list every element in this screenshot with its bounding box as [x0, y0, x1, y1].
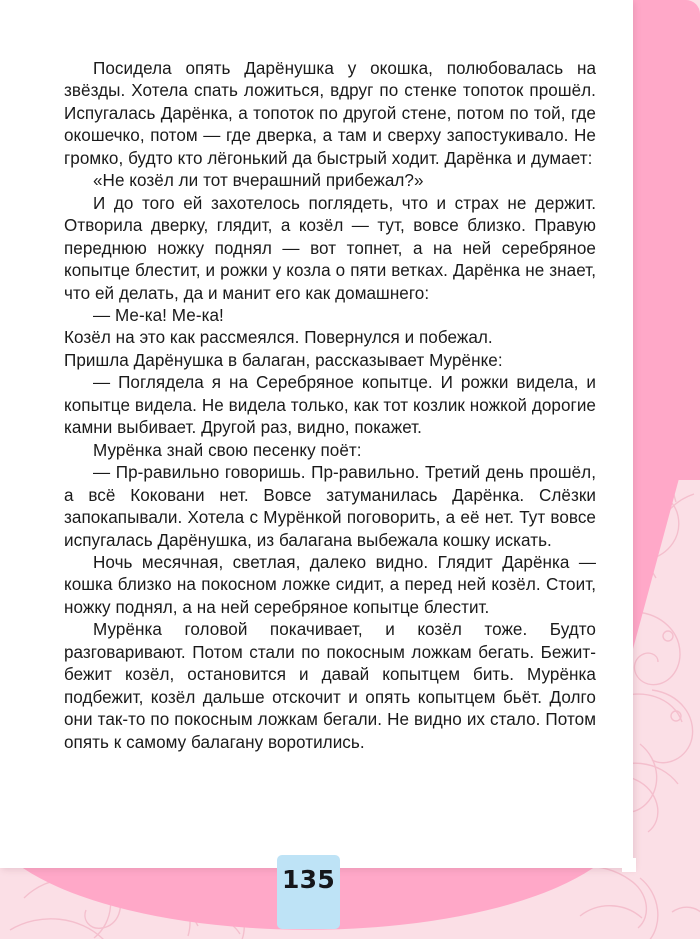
- paragraph: Пришла Дарёнушка в балаган, рассказывает Мурёнке:: [64, 350, 503, 370]
- paragraph: — Пр-равильно говоришь. Пр-равильно. Третий день прошёл, а всё Коковани нет. Вовсе затуманилась Дарёнка. Слёзки запокапывали. Хотела с Мурёнкой поговорить, а её нет. Тут вовсе испугалась Дарёнушка, из балагана выбежала кошку искать.: [64, 463, 596, 550]
- paper-corner-notch: [622, 858, 636, 872]
- paragraph: И до того ей захотелось поглядеть, что и страх не держит. Отворила дверку, глядит, а козёл — тут, вовсе близко. Правую переднюю ножку поднял — вот топнет, а на ней серебряное копытце блестит, и рожки у козла о пяти ветках. Дарёнка не знает, что ей делать, да и манит его как домашнего:: [64, 193, 596, 303]
- paragraph: Мурёнка головой покачивает, и козёл тоже. Будто разговаривают. Потом стали по покосным ложкам бегать. Бежит-бежит козёл, остановится и давай копытцем бить. Мурёнка подбежит, козёл дальше отскочит и опять копытцем бьёт. Долго они так-то по покосным ложкам бегали. Не видно их стало. Потом опять к самому балагану воротились.: [64, 620, 596, 752]
- page-text-body: [64, 58, 596, 754]
- paragraph: Ночь месячная, светлая, далеко видно. Глядит Дарёнка — кошка близко на покосном ложке сидит, а перед ней козёл. Стоит, ножку поднял, а на ней серебряное копытце блестит.: [64, 552, 596, 617]
- paragraph: Козёл на это как рассмеялся. Повернулся и побежал.: [64, 328, 493, 348]
- paragraph: Мурёнка знай свою песенку поёт:: [93, 440, 362, 460]
- paragraph: «Не козёл ли тот вчерашний прибежал?»: [93, 171, 424, 191]
- paragraph: Посидела опять Дарёнушка у окошка, полюбовалась на звёзды. Хотела спать ложиться, вдруг по стенке топоток прошёл. Испугалась Дарёнка, а топоток по другой стене, потом по той, где окошечко, потом — где дверка, а там и сверху запостукивало. Не громко, будто кто лёгонький да быстрый ходит. Дарёнка и думает:: [64, 59, 596, 168]
- page-number: 135: [281, 865, 336, 894]
- page-number-badge: [277, 855, 340, 929]
- paragraph: — Ме-ка! Ме-ка!: [93, 305, 224, 325]
- paragraph: — Поглядела я на Серебряное копытце. И рожки видела, и копытце видела. Не видела только, как тот козлик ножкой дорогие камни выбивает. Другой раз, видно, покажет.: [64, 373, 596, 438]
